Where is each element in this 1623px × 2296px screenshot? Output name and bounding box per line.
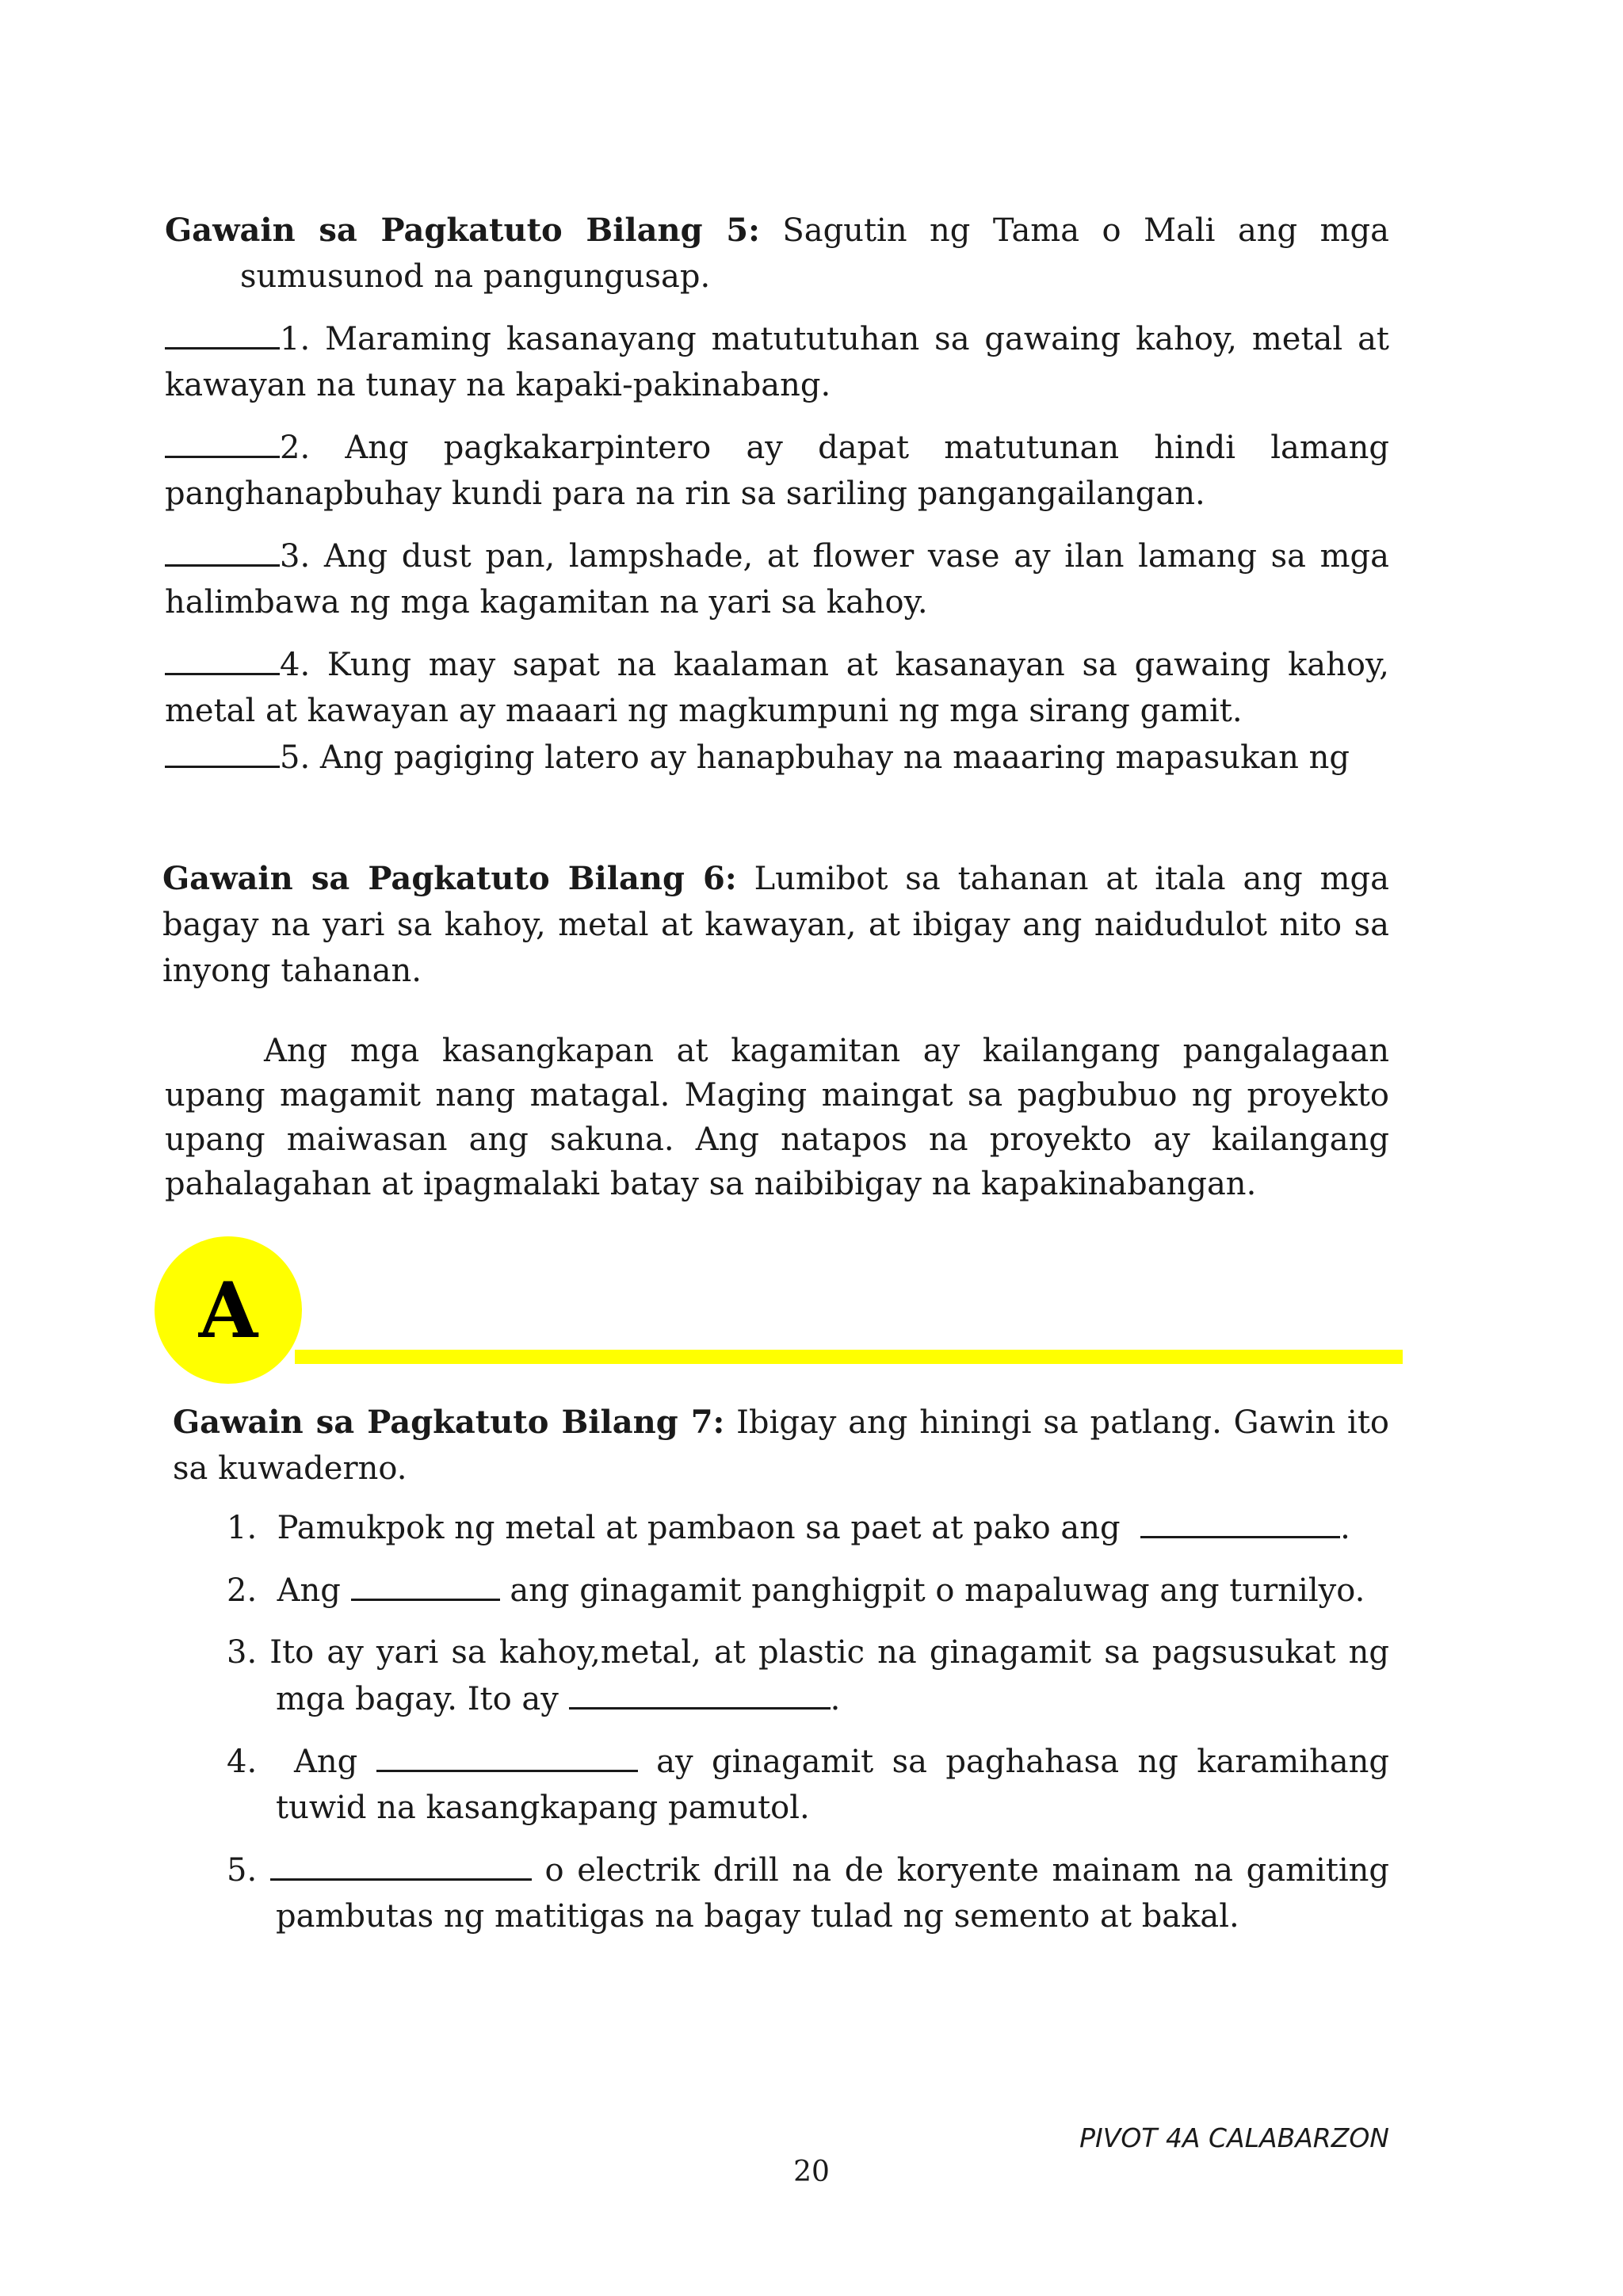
list-item [173,1504,1389,1551]
list-item [173,1847,1389,1939]
list-item [165,315,1389,408]
activity-7-heading [173,1400,1389,1492]
answer-blank[interactable] [165,734,280,768]
item-text: 2. Ang pagkakarpintero ay dapat matutunan hindi lamang panghanapbuhay kundi para na rin sa sariling pangangailangan. [165,430,1389,512]
activity-7 [173,1400,1389,1955]
activity-7-instruction: Ibigay ang hiningi sa patlang. Gawin ito sa kuwaderno. [173,1404,1389,1487]
item-text: Ito ay yari sa kahoy,metal, at plastic na ginagamit sa pagsusukat ng mga bagay. Ito ay [269,1634,1389,1717]
answer-blank[interactable] [270,1847,532,1881]
activity-7-title: Gawain sa Pagkatuto Bilang 7: [173,1404,725,1441]
footer-brand: PIVOT 4A CALABARZON [1079,2122,1389,2153]
activity-6-heading [162,856,1389,994]
item-text: Pamukpok ng metal at pambaon sa paet at pako ang [277,1510,1121,1546]
activity-6 [162,856,1389,994]
section-divider-bar [295,1350,1403,1364]
list-item [173,1629,1389,1722]
paragraph-text: Ang mga kasangkapan at kagamitan ay kailangang pangalagaan upang magamit nang matagal. Maging maingat sa pagbubuo ng proyekto upang maiwasan ang sakuna. Ang natapos na proyekto ay kailangang pahalagahan at ipagmalaki batay sa naibibigay na kapakinabangan. [165,1033,1389,1202]
item-number: 5. [227,1852,258,1889]
activity-5-instruction: Sagutin ng Tama o Mali ang mga sumusunod na pangungusap. [240,212,1389,295]
answer-blank[interactable] [351,1567,500,1601]
section-letter: A [198,1265,258,1355]
activity-7-list [173,1504,1389,1939]
answer-blank[interactable] [165,424,280,458]
activity-5-title: Gawain sa Pagkatuto Bilang 5: [165,212,760,249]
activity-6-instruction: Lumibot sa tahanan at itala ang mga bagay na yari sa kahoy, metal at kawayan, at ibigay ang naidudulot nito sa inyong tahanan. [162,861,1390,989]
list-item [165,533,1389,625]
section-badge [155,1236,302,1384]
item-text: Ang [294,1744,358,1780]
list-item [165,641,1389,734]
answer-blank[interactable] [1140,1504,1340,1538]
item-number: 1. [227,1510,258,1546]
item-text: 4. Kung may sapat na kaalaman at kasanayan sa gawaing kahoy, metal at kawayan ay maaari ng magkumpuni ng mga sirang gamit. [165,647,1389,729]
activity-5-heading [165,208,1389,300]
item-text: ang ginagamit panghigpit o mapaluwag ang turnilyo. [510,1572,1365,1609]
item-text: 1. Maraming kasanayang matututuhan sa gawaing kahoy, metal at kawayan na tunay na kapaki-pakinabang. [165,321,1389,403]
item-text: 3. Ang dust pan, lampshade, at flower vase ay ilan lamang sa mga halimbawa ng mga kagamitan na yari sa kahoy. [165,538,1389,621]
activity-6-title: Gawain sa Pagkatuto Bilang 6: [162,860,737,897]
answer-blank[interactable] [165,641,280,675]
item-number: 4. [227,1744,258,1780]
activity-5 [165,208,1389,797]
item-text: ay ginagamit sa paghahasa ng karamihang tuwid na kasangkapang pamutol. [276,1744,1390,1826]
list-item [173,1567,1389,1614]
item-text: . [830,1681,841,1717]
item-number: 3. [227,1634,258,1671]
reminder-paragraph [165,1029,1389,1206]
item-text: Ang [277,1572,341,1609]
answer-blank[interactable] [165,533,280,567]
list-item [173,1738,1389,1831]
item-text: o electrik drill na de koryente mainam na gamiting pambutas ng matitigas na bagay tulad ng semento at bakal. [276,1852,1390,1935]
item-text: 5. Ang pagiging latero ay hanapbuhay na maaaring mapasukan ng [280,739,1350,776]
page-number: 20 [793,2156,830,2188]
list-item [165,734,1389,781]
answer-blank[interactable] [376,1738,638,1772]
answer-blank[interactable] [569,1675,831,1710]
item-number: 2. [227,1572,258,1609]
item-text: . [1340,1510,1350,1546]
answer-blank[interactable] [165,315,280,350]
list-item [165,424,1389,517]
